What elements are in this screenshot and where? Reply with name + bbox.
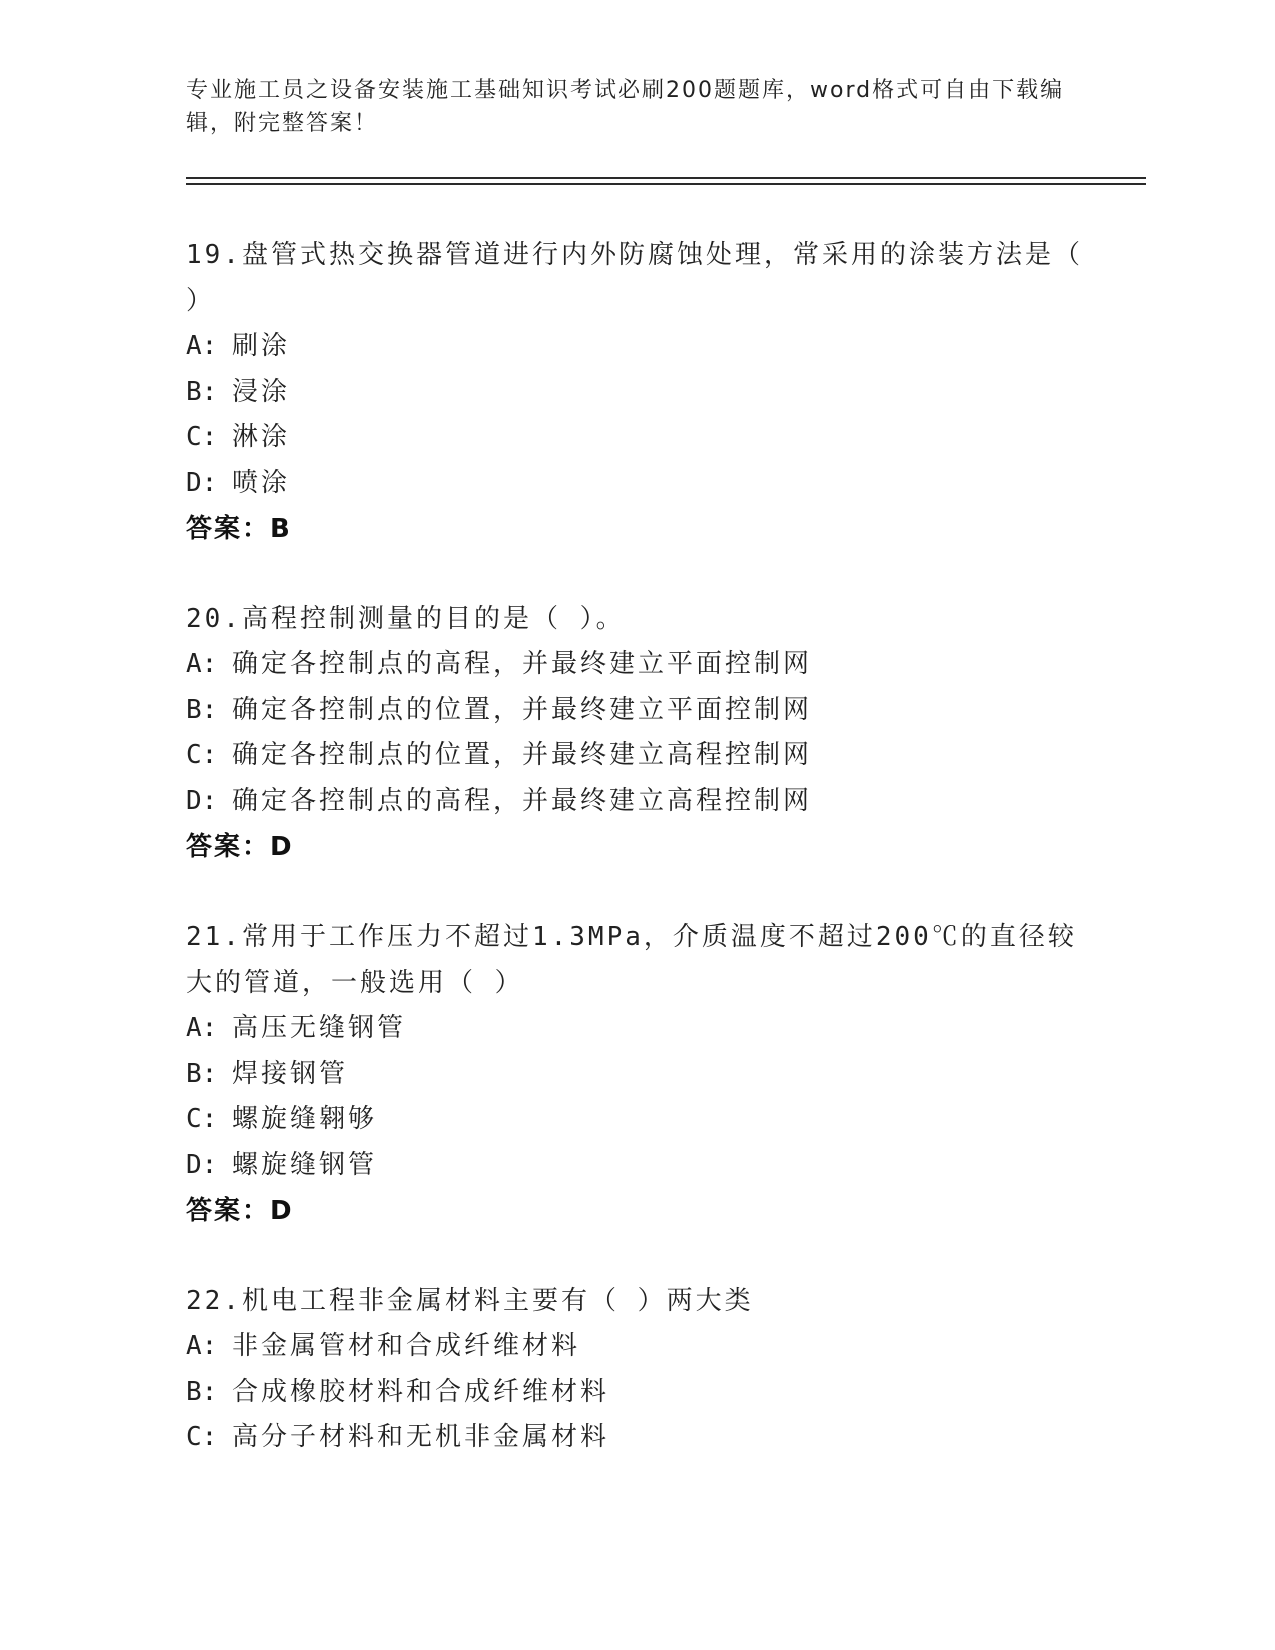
option-letter: A: — [186, 649, 218, 679]
option-d — [186, 779, 1086, 825]
option-letter: C: — [186, 1422, 218, 1452]
answer-value: D — [270, 832, 294, 862]
option-letter: C: — [186, 1104, 218, 1134]
answer-value: B — [270, 514, 292, 544]
question-stem: 22.机电工程非金属材料主要有（ ）两大类 — [186, 1286, 754, 1316]
option-b — [186, 1052, 1086, 1098]
option-c — [186, 1097, 1086, 1143]
question-20 — [186, 596, 1086, 870]
answer-label: 答案： — [186, 1196, 271, 1226]
option-a — [186, 324, 1086, 370]
option-text: 高分子材料和无机非金属材料 — [232, 1422, 610, 1452]
option-letter: D: — [186, 1149, 218, 1180]
option-text: 螺旋缝翱够 — [232, 1104, 378, 1134]
option-letter: A: — [186, 1331, 218, 1361]
option-letter: B: — [186, 694, 218, 725]
option-letter: B: — [186, 1376, 218, 1407]
page-header: 专业施工员之设备安装施工基础知识考试必刷200题题库，word格式可自由下载编辑，附完整答案！ — [186, 78, 1065, 136]
option-b — [186, 370, 1086, 416]
question-19 — [186, 232, 1086, 552]
option-a — [186, 642, 1086, 688]
option-text: 确定各控制点的位置，并最终建立平面控制网 — [232, 694, 813, 725]
option-text: 螺旋缝钢管 — [232, 1149, 378, 1180]
option-a — [186, 1324, 1086, 1370]
option-text: 确定各控制点的高程，并最终建立高程控制网 — [232, 785, 813, 816]
option-b — [186, 688, 1086, 734]
option-text: 确定各控制点的高程，并最终建立平面控制网 — [232, 649, 813, 679]
option-text: 焊接钢管 — [232, 1058, 349, 1089]
option-text: 确定各控制点的位置，并最终建立高程控制网 — [232, 740, 813, 770]
option-letter: A: — [186, 1013, 218, 1043]
option-text: 非金属管材和合成纤维材料 — [232, 1331, 581, 1361]
option-c — [186, 1415, 1086, 1461]
option-letter: B: — [186, 1058, 218, 1089]
answer-line — [186, 824, 1086, 870]
answer-line — [186, 1188, 1086, 1234]
option-letter: D: — [186, 467, 218, 498]
question-stem: 20.高程控制测量的目的是（ ）。 — [186, 604, 625, 634]
option-d — [186, 1143, 1086, 1189]
option-text: 合成橡胶材料和合成纤维材料 — [232, 1376, 610, 1407]
option-text: 淋涂 — [232, 422, 291, 452]
answer-label: 答案： — [186, 832, 271, 862]
question-stem: 19.盘管式热交换器管道进行内外防腐蚀处理，常采用的涂装方法是（ ） — [186, 240, 1083, 316]
option-c — [186, 733, 1086, 779]
option-letter: B: — [186, 376, 218, 407]
answer-value: D — [270, 1196, 294, 1226]
option-text: 浸涂 — [232, 376, 291, 407]
option-text: 高压无缝钢管 — [232, 1013, 407, 1043]
header-rule-top — [186, 177, 1146, 179]
option-letter: C: — [186, 740, 218, 770]
option-d — [186, 461, 1086, 507]
option-letter: A: — [186, 331, 218, 361]
option-b — [186, 1370, 1086, 1416]
option-letter: D: — [186, 785, 218, 816]
header-rule-bottom — [186, 183, 1146, 185]
answer-line — [186, 506, 1086, 552]
option-text: 刷涂 — [232, 331, 291, 361]
question-list — [186, 232, 1086, 1505]
option-a — [186, 1006, 1086, 1052]
question-22 — [186, 1278, 1086, 1461]
option-letter: C: — [186, 422, 218, 452]
question-21 — [186, 914, 1086, 1234]
question-stem: 21.常用于工作压力不超过1.3MPa，介质温度不超过200℃的直径较大的管道，一般选用（ ） — [186, 922, 1077, 998]
option-c — [186, 415, 1086, 461]
option-text: 喷涂 — [232, 467, 291, 498]
answer-label: 答案： — [186, 514, 271, 544]
